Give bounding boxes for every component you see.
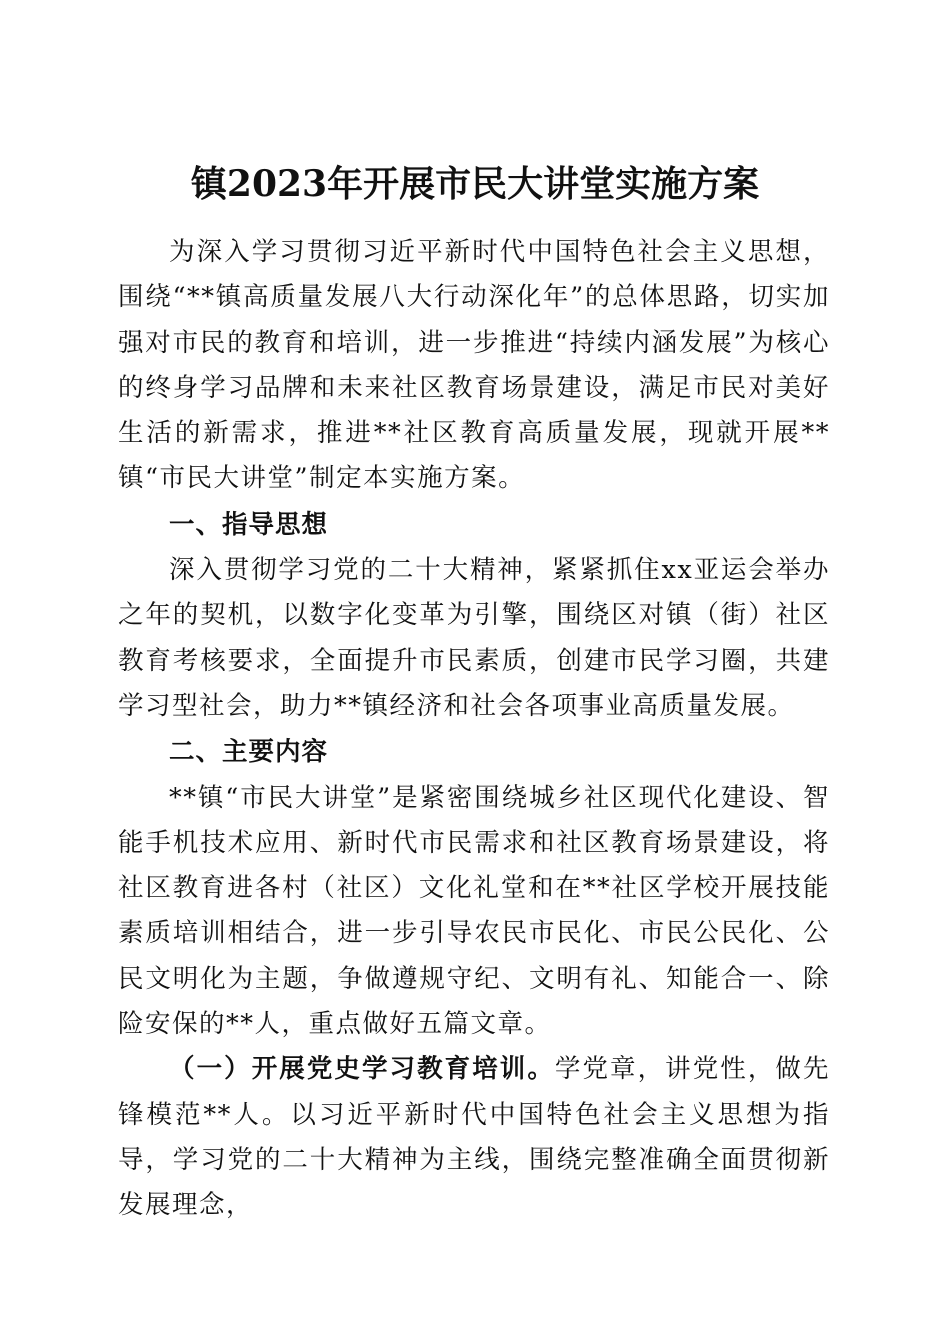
section-paragraph-main-content: **镇“市民大讲堂”是紧密围绕城乡社区现代化建设、智能手机技术应用、新时代市民需求和社区教育场景建设，将社区教育进各村（社区）文化礼堂和在**社区学校开展技能素质培训相结合，进一步引导农民市民化、市民公民化、公民文明化为主题，争做遵规守纪、文明有礼、知能合一、除险安保的**人，重点做好五篇文章。 [118, 782, 830, 1040]
item-text-party-history: 学党章，讲党性，做先锋模范**人。以习近平新时代中国特色社会主义思想为指导，学习党的二十大精神为主线，围绕完整准确全面贯彻新发展理念， [118, 1054, 830, 1221]
section-heading-main-content: 二、主要内容 [169, 737, 329, 768]
item-lead-party-history: （一）开展党史学习教育培训。 [169, 1054, 555, 1085]
intro-paragraph: 为深入学习贯彻习近平新时代中国特色社会主义思想，围绕“**镇高质量发展八大行动深化年”的总体思路，切实加强对市民的教育和培训，进一步推进“持续内涵发展”为核心的终身学习品牌和未来社区教育场景建设，满足市民对美好生活的新需求，推进**社区教育高质量发展，现就开展**镇“市民大讲堂”制定本实施方案。 [118, 237, 830, 494]
document-title: 镇2023年开展市民大讲堂实施方案 [190, 163, 760, 206]
item-paragraph-party-history [118, 1047, 830, 1228]
section-heading-guiding-ideology: 一、指导思想 [169, 509, 329, 540]
section-paragraph-guiding-ideology: 深入贯彻学习党的二十大精神，紧紧抓住xx亚运会举办之年的契机，以数字化变革为引擎，围绕区对镇（街）社区教育考核要求，全面提升市民素质，创建市民学习圈，共建学习型社会，助力**镇经济和社会各项事业高质量发展。 [118, 555, 830, 721]
document-body [118, 230, 830, 1229]
